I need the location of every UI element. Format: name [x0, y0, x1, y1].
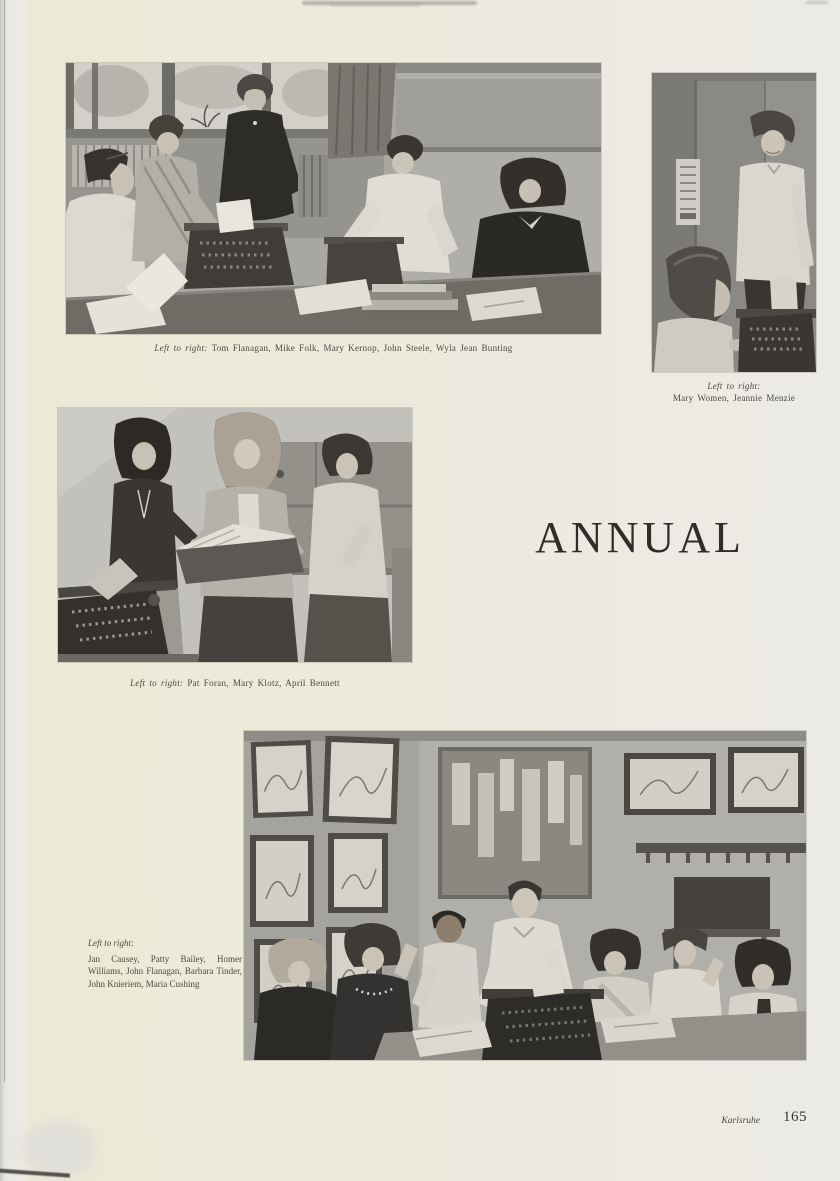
photo-two-editors-art: [652, 73, 816, 372]
chair-back: [298, 155, 328, 217]
desk-edge: [58, 654, 198, 662]
caption-two-editors: [642, 380, 826, 404]
caption-label: Left to right:: [88, 938, 135, 948]
framed-sketches-right: [624, 747, 804, 815]
photo-staff-group-art: [244, 731, 806, 1060]
scan-smudge-top-2: [330, 4, 420, 6]
caption-typing-room: [66, 342, 601, 354]
page-title: ANNUAL: [535, 513, 745, 562]
caption-names: Tom Flanagan, Mike Folk, Mary Kernop, John Steele, Wyla Jean Bunting: [211, 343, 513, 353]
photo-typing-room: [66, 63, 601, 334]
scan-mark-top-right: [806, 1, 828, 4]
caption-staff-group: [88, 937, 242, 990]
footer-book-title: Karlsruhe: [721, 1116, 760, 1126]
caption-names: Jan Causey, Patty Bailey, Homer Williams, John Flanagan, Barbara Tinder, John Knieriem, Maria Cushing: [88, 953, 242, 989]
caption-names: Mary Women, Jeannie Menzie: [672, 393, 796, 403]
photo-staff-group: [244, 731, 806, 1060]
photo-three-girls: [58, 408, 412, 662]
caption-three-girls: [58, 677, 412, 689]
footer-page-number: 165: [783, 1109, 807, 1125]
bulletin-board: [438, 747, 592, 899]
photo-typing-room-art: [66, 63, 601, 334]
wall-poster: [676, 159, 700, 225]
binding-crease-line: [4, 0, 5, 1082]
photo-three-girls-art: [58, 408, 412, 662]
caption-label: Left to right:: [707, 381, 761, 391]
scan-smudge-bottom-left: [22, 1120, 96, 1178]
caption-label: Left to right:: [130, 678, 184, 688]
chair-edge: [392, 548, 412, 662]
caption-names: Pat Foran, Mary Klotz, April Bennett: [187, 678, 340, 688]
caption-label: Left to right:: [154, 343, 208, 353]
photo-two-editors: [652, 73, 816, 372]
